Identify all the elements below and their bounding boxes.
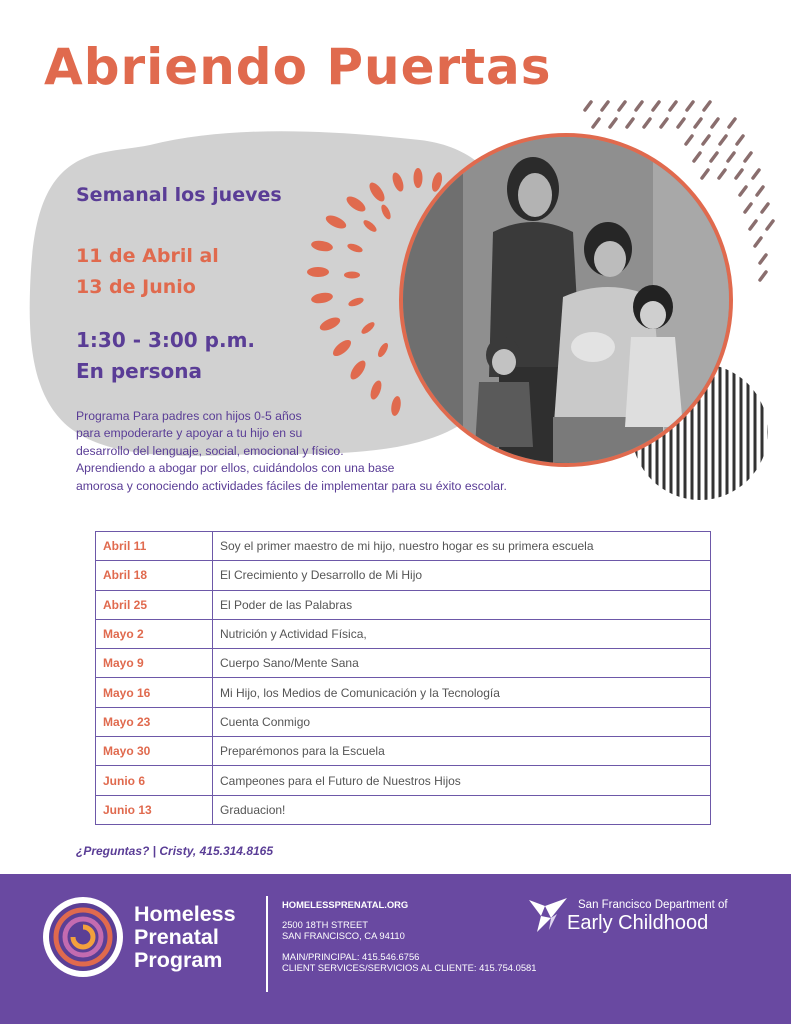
time-text: 1:30 - 3:00 p.m.: [76, 328, 256, 352]
program-description: [76, 408, 636, 495]
table-row: [96, 766, 711, 795]
session-topic: Soy el primer maestro de mi hijo, nuestro hogar es su primera escuela: [213, 532, 711, 561]
session-date: Abril 11: [96, 532, 213, 561]
session-date: Junio 6: [96, 766, 213, 795]
session-date: Mayo 2: [96, 619, 213, 648]
table-row: [96, 619, 711, 648]
mode-text: En persona: [76, 359, 202, 383]
table-row: [96, 737, 711, 766]
table-row: [96, 678, 711, 707]
session-topic: Cuenta Conmigo: [213, 707, 711, 736]
session-topic: El Poder de las Palabras: [213, 590, 711, 619]
org-name-line: Program: [134, 948, 223, 972]
table-row: [96, 532, 711, 561]
session-topic: Mi Hijo, los Medios de Comunicación y la Tecnología: [213, 678, 711, 707]
org-name-line: Prenatal: [134, 925, 219, 949]
contact-info: ¿Preguntas? | Cristy, 415.314.8165: [76, 844, 274, 858]
date-range-line1: 11 de Abril al: [76, 245, 219, 267]
session-topic: Graduacion!: [213, 795, 711, 824]
description-line: Aprendiendo a abogar por ellos, cuidándolos con una base: [76, 461, 395, 476]
session-topic: Campeones para el Futuro de Nuestros Hijos: [213, 766, 711, 795]
session-date: Mayo 23: [96, 707, 213, 736]
phone-line: CLIENT SERVICES/SERVICIOS AL CLIENTE: 415.754.0581: [282, 962, 537, 973]
frequency-text: Semanal los jueves: [76, 184, 282, 206]
table-row: [96, 561, 711, 590]
partner-name-line2: Early Childhood: [567, 912, 709, 934]
org-name: [134, 903, 236, 972]
page-title: Abriendo Puertas: [44, 38, 552, 96]
session-topic: Preparémonos para la Escuela: [213, 737, 711, 766]
session-topic: Cuerpo Sano/Mente Sana: [213, 649, 711, 678]
website-link[interactable]: HOMELESSPRENATAL.ORG: [282, 899, 409, 910]
date-range-line2: 13 de Junio: [76, 276, 196, 298]
session-schedule-table: [95, 531, 711, 825]
session-date: Junio 13: [96, 795, 213, 824]
table-row: [96, 649, 711, 678]
session-date: Mayo 9: [96, 649, 213, 678]
session-date: Abril 25: [96, 590, 213, 619]
address-line: 2500 18TH STREET: [282, 919, 368, 930]
table-row: [96, 590, 711, 619]
description-line: para empoderarte y apoyar a tu hijo en su: [76, 426, 303, 441]
footer: [0, 874, 791, 1024]
description-line: desarrollo del lenguaje, social, emocional y físico.: [76, 443, 344, 458]
phone-line: MAIN/PRINCIPAL: 415.546.6756: [282, 951, 420, 962]
partner-name-line1: San Francisco Department of: [578, 899, 728, 911]
session-date: Mayo 30: [96, 737, 213, 766]
session-topic: El Crecimiento y Desarrollo de Mi Hijo: [213, 561, 711, 590]
address: [282, 919, 405, 941]
description-line: amorosa y conociendo actividades fáciles de implementar para su éxito escolar.: [76, 478, 507, 493]
org-name-line: Homeless: [134, 902, 236, 926]
description-line: Programa Para padres con hijos 0-5 años: [76, 409, 302, 423]
session-date: Mayo 16: [96, 678, 213, 707]
table-row: [96, 795, 711, 824]
phone-numbers: [282, 951, 536, 973]
session-date: Abril 18: [96, 561, 213, 590]
table-row: [96, 707, 711, 736]
session-topic: Nutrición y Actividad Física,: [213, 619, 711, 648]
footer-divider: [266, 896, 268, 992]
concentric-circles-logo-icon: [42, 896, 124, 978]
address-line: SAN FRANCISCO, CA 94110: [282, 930, 405, 941]
origami-bird-logo-icon: [527, 896, 569, 934]
